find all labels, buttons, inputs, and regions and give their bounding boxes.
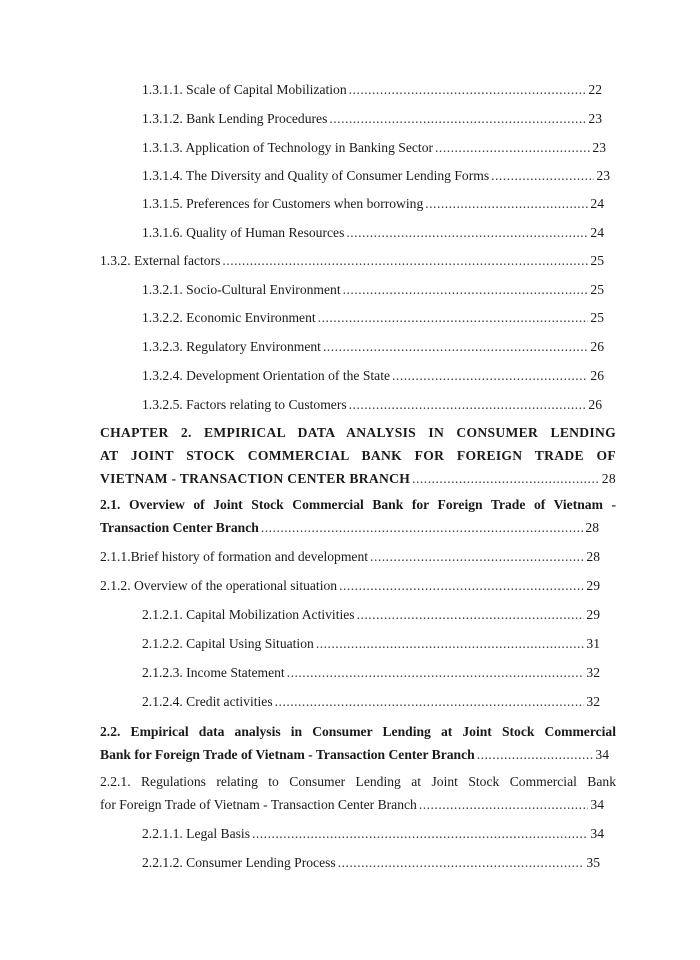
toc-page-number: 23 (588, 111, 602, 126)
toc-entry-1-3-1-6[interactable] (142, 221, 604, 244)
toc-leader-dots (419, 793, 589, 816)
toc-chapter-line-1: CHAPTER 2. EMPIRICAL DATA ANALYSIS IN CONSUMER LENDING (100, 425, 616, 440)
toc-leader-dots (349, 78, 587, 101)
toc-leader-dots (412, 467, 600, 490)
toc-page-number: 28 (585, 520, 599, 535)
toc-entry-1-3-2-1[interactable] (142, 278, 604, 301)
toc-leader-dots (435, 136, 590, 159)
toc-page-number: 26 (588, 397, 602, 412)
toc-entry-2-1-2-4[interactable] (142, 690, 600, 713)
toc-entry-1-3-1-1[interactable] (142, 78, 602, 101)
toc-entry-2-1-2-3[interactable] (142, 661, 600, 684)
toc-leader-dots (318, 306, 589, 329)
toc-entry-title: 1.3.2.4. Development Orientation of the State (142, 368, 391, 383)
toc-leader-dots (275, 690, 585, 713)
toc-entry-1-3-1-5[interactable] (142, 192, 604, 215)
toc-entry-title: 1.3.1.4. The Diversity and Quality of Consumer Lending Forms (142, 168, 490, 183)
toc-leader-dots (349, 393, 587, 416)
toc-page-number: 28 (601, 471, 616, 486)
toc-leader-dots (338, 851, 585, 874)
toc-chapter-2[interactable] (100, 421, 616, 490)
toc-entry-title: 2.1.2. Overview of the operational situation (100, 578, 338, 593)
toc-leader-dots (491, 164, 594, 187)
toc-section-2-2[interactable] (100, 720, 616, 766)
toc-chapter-line-2: AT JOINT STOCK COMMERCIAL BANK FOR FOREIGN TRADE OF (100, 448, 616, 463)
toc-leader-dots (425, 192, 588, 215)
toc-section-line-1: 2.1. Overview of Joint Stock Commercial Bank for Foreign Trade of Vietnam - (100, 497, 616, 512)
toc-entry-title: 2.1.2.2. Capital Using Situation (142, 636, 314, 651)
toc-leader-dots (370, 545, 584, 568)
toc-entry-1-3-1-3[interactable] (142, 136, 606, 159)
toc-leader-dots (323, 335, 588, 358)
toc-page-number: 34 (590, 826, 604, 841)
toc-leader-dots (392, 364, 588, 387)
toc-entry-1-3-2[interactable] (100, 249, 604, 272)
toc-leader-dots (339, 574, 584, 597)
toc-entry-line-1: 2.2.1. Regulations relating to Consumer Lending at Joint Stock Commercial Bank (100, 774, 616, 789)
toc-leader-dots (357, 603, 585, 626)
toc-page-number: 28 (586, 549, 600, 564)
toc-entry-title: 2.1.2.3. Income Statement (142, 665, 285, 680)
toc-entry-title: 2.1.2.1. Capital Mobilization Activities (142, 607, 355, 622)
toc-leader-dots (477, 743, 594, 766)
toc-entry-title: 2.1.2.4. Credit activities (142, 694, 273, 709)
toc-entry-title: 1.3.1.3. Application of Technology in Banking Sector (142, 140, 434, 155)
toc-entry-1-3-2-2[interactable] (142, 306, 604, 329)
toc-page-number: 23 (596, 168, 610, 183)
toc-leader-dots (222, 249, 588, 272)
toc-section-line-1: 2.2. Empirical data analysis in Consumer Lending at Joint Stock Commercial (100, 724, 616, 739)
toc-entry-title: 1.3.2. External factors (100, 253, 221, 268)
toc-section-line-2: Transaction Center Branch (100, 520, 259, 535)
toc-section-line-2: Bank for Foreign Trade of Vietnam - Transaction Center Branch (100, 747, 475, 762)
toc-entry-2-1-1[interactable] (100, 545, 600, 568)
toc-entry-2-2-1[interactable] (100, 770, 616, 816)
toc-entry-1-3-2-3[interactable] (142, 335, 604, 358)
toc-entry-1-3-1-4[interactable] (142, 164, 610, 187)
toc-entry-2-1-2-1[interactable] (142, 603, 600, 626)
toc-leader-dots (343, 278, 589, 301)
toc-leader-dots (287, 661, 585, 684)
toc-page-number: 24 (590, 196, 604, 211)
toc-leader-dots (329, 107, 586, 130)
toc-leader-dots (252, 822, 588, 845)
toc-page-number: 29 (586, 578, 600, 593)
toc-entry-title: 2.1.1.Brief history of formation and development (100, 549, 369, 564)
toc-entry-2-1-2-2[interactable] (142, 632, 600, 655)
toc-page-number: 29 (586, 607, 600, 622)
toc-page-number: 35 (586, 855, 600, 870)
toc-leader-dots (261, 516, 584, 539)
toc-page-number: 31 (586, 636, 600, 651)
toc-entry-title: 1.3.2.2. Economic Environment (142, 310, 316, 325)
toc-page-number: 32 (586, 694, 600, 709)
toc-entry-title: 1.3.2.3. Regulatory Environment (142, 339, 321, 354)
toc-page-number: 34 (590, 797, 604, 812)
toc-page-number: 25 (590, 253, 604, 268)
toc-page-number: 26 (590, 368, 604, 383)
toc-entry-title: 1.3.1.2. Bank Lending Procedures (142, 111, 328, 126)
toc-chapter-line-3: VIETNAM - TRANSACTION CENTER BRANCH (100, 471, 411, 486)
toc-entry-title: 1.3.1.5. Preferences for Customers when borrowing (142, 196, 424, 211)
toc-entry-title: 1.3.2.1. Socio-Cultural Environment (142, 282, 341, 297)
toc-entry-title: 2.2.1.1. Legal Basis (142, 826, 250, 841)
toc-leader-dots (316, 632, 585, 655)
toc-page-number: 32 (586, 665, 600, 680)
toc-entry-2-2-1-1[interactable] (142, 822, 604, 845)
toc-page-number: 22 (588, 82, 602, 97)
toc-page-number: 24 (590, 225, 604, 240)
toc-entry-2-2-1-2[interactable] (142, 851, 600, 874)
toc-page-number: 26 (590, 339, 604, 354)
toc-entry-1-3-2-4[interactable] (142, 364, 604, 387)
toc-entry-1-3-2-5[interactable] (142, 393, 602, 416)
toc-entry-title: 2.2.1.2. Consumer Lending Process (142, 855, 336, 870)
toc-page-number: 25 (590, 310, 604, 325)
toc-page-number: 34 (595, 747, 609, 762)
toc-section-2-1[interactable] (100, 493, 616, 539)
toc-entry-1-3-1-2[interactable] (142, 107, 602, 130)
toc-leader-dots (346, 221, 588, 244)
toc-entry-title: 1.3.1.6. Quality of Human Resources (142, 225, 345, 240)
toc-entry-line-2: for Foreign Trade of Vietnam - Transaction Center Branch (100, 797, 417, 812)
toc-entry-2-1-2[interactable] (100, 574, 600, 597)
toc-page-number: 25 (590, 282, 604, 297)
toc-entry-title: 1.3.2.5. Factors relating to Customers (142, 397, 347, 412)
toc-entry-title: 1.3.1.1. Scale of Capital Mobilization (142, 82, 347, 97)
toc-page-number: 23 (592, 140, 606, 155)
